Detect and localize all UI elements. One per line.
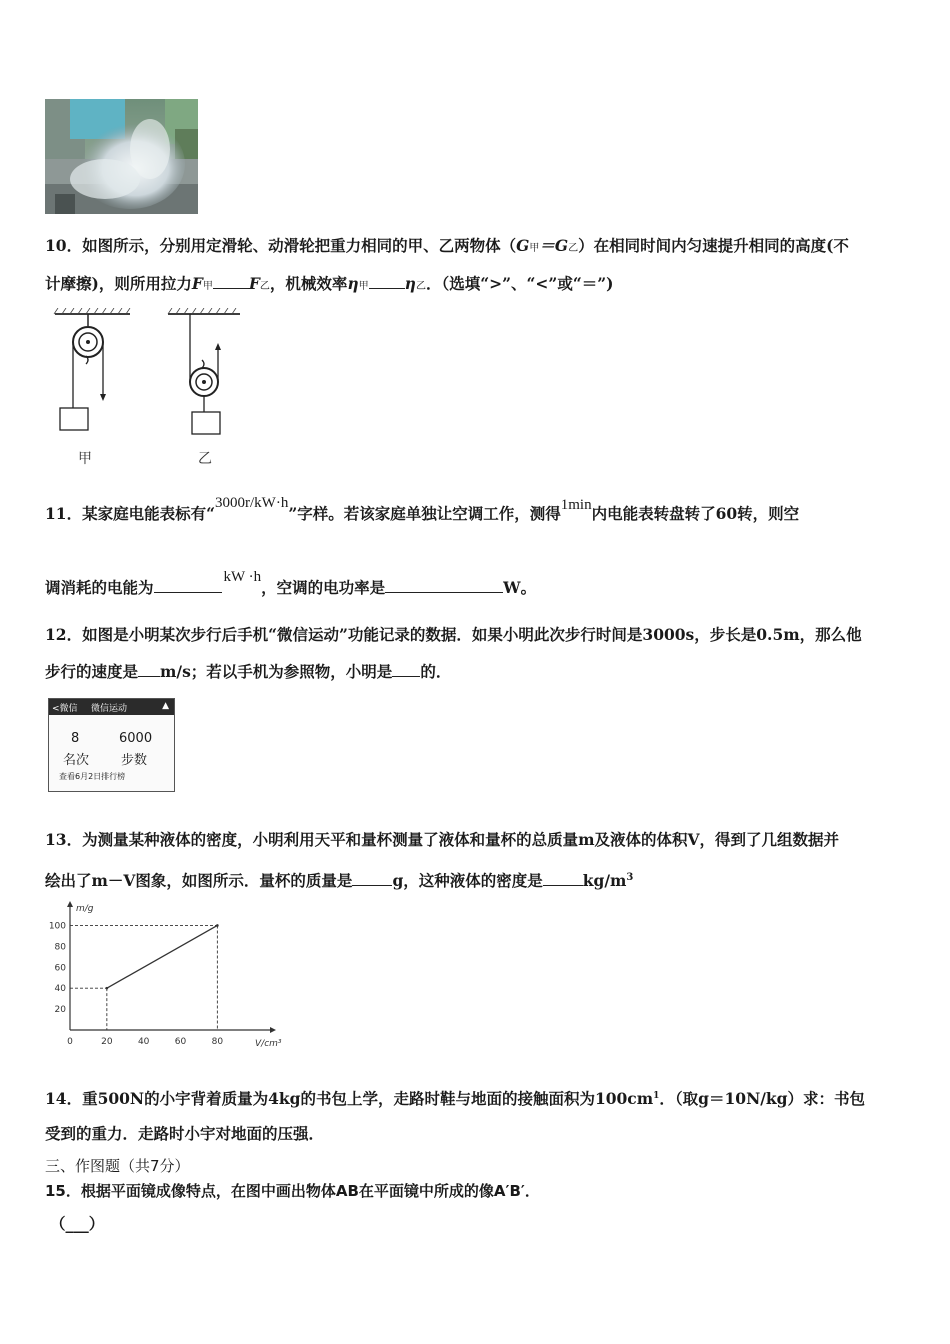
q10-line2: 计摩擦)，则所用拉力F甲 F乙，机械效率η甲 η乙．（选填“>”、“<”或“＝”) [45,274,614,293]
q12-line2: 步行的速度是 m/s；若以手机为参照物，小明是 的． [45,662,452,681]
answer-blank-efficiency[interactable] [369,274,405,289]
q12-line1: 12．如图是小明某次步行后手机“微信运动”功能记录的数据．如果小明此次步行时间是3000s，步长是0.5m，那么他 [45,625,862,644]
steps-value: 6000 [119,731,153,746]
x-tick-label: 60 [174,1037,187,1047]
y-tick-label: 60 [54,963,66,974]
answer-blank-cup-mass[interactable] [352,871,392,886]
answer-blank-density[interactable] [543,871,583,886]
q13-line1: 13．为测量某种液体的密度，小明利用天平和量杯测量了液体和量杯的总质量m及液体的体积V，得到了几组数据并 [45,830,840,849]
fountain-image [45,99,198,214]
x-tick-label: 80 [211,1037,224,1047]
y-tick-label: 80 [54,942,66,953]
q10-line1: 10．如图所示，分别用定滑轮、动滑轮把重力相同的甲、乙两物体（G甲＝G乙）在相同时间内匀速提升相同的高度(不 [45,236,849,255]
wechat-sport-card [48,698,175,792]
back-link[interactable]: <微信 [52,704,78,714]
x-axis-label: V/cm³ [255,1039,282,1049]
answer-blank-speed[interactable] [138,662,160,677]
data-series-line [107,925,218,988]
q14-line1: 14．重500N的小宇背着质量为4kg的书包上学，走路时鞋与地面的接触面积为$100cm^1$．（取g＝10N/kg）求：书包 [45,1089,865,1109]
pulley-diagram [50,308,250,473]
x-tick-label: 40 [137,1037,150,1047]
mass-volume-svg [40,900,320,1060]
measure-time: 1min [560,497,592,513]
x-tick-label: 20 [101,1037,113,1047]
q11-line1: 11．某家庭电能表标有“3000r/kW·h”字样。若该家庭单独让空调工作，测得1min内电能表转盘转了60转，则空 [45,495,800,523]
card-title: 微信运动 [91,704,128,714]
q13-line2: 绘出了m－V图象，如图所示．量杯的质量是 g，这种液体的密度是 $kg/m^3$ [45,871,634,891]
meter-rating: 3000r/kW·h [215,495,289,511]
q14-line2: 受到的重力．走路时小宇对地面的压强． [45,1124,325,1143]
fixed-pulley [54,308,130,467]
y-tick-label: 40 [54,984,66,995]
q15-line1: 15．根据平面镜成像特点，在图中画出物体AB在平面镜中所成的像A′B′． [45,1182,540,1200]
label-yi: 乙 [198,451,212,467]
energy-unit: kW ·h [223,569,262,585]
x-axis-arrow [270,1027,276,1033]
x-tick-label: 0 [67,1037,73,1047]
q15-answer[interactable]: （___） [50,1214,105,1233]
answer-blank-energy[interactable] [154,578,222,593]
data-point [216,924,219,927]
section-heading: 三、作图题（共7分） [45,1157,190,1175]
movable-pulley [168,308,240,467]
y-axis-label: m/g [76,904,94,914]
rank-value: 8 [71,731,80,746]
answer-blank-motion[interactable] [392,662,420,677]
data-point [106,987,109,990]
answer-blank-power[interactable] [385,578,503,593]
y-tick-label: 100 [48,921,66,932]
card-header [49,699,174,715]
pulley-svg [50,308,250,473]
rank-label: 名次 [63,753,90,768]
y-tick-label: 20 [54,1005,66,1016]
leaderboard-link[interactable]: 查看6月2日排行榜 [59,772,126,781]
label-jia: 甲 [78,451,92,467]
y-axis-arrow [67,901,73,907]
answer-blank-force[interactable] [213,274,249,289]
person-icon: ▲ [162,701,169,711]
q11-line2: 调消耗的电能为kW ·h，空调的电功率是 W。 [45,569,537,597]
fountain-photo [45,99,198,214]
steps-label: 步数 [121,753,148,768]
mass-volume-chart [40,900,320,1060]
